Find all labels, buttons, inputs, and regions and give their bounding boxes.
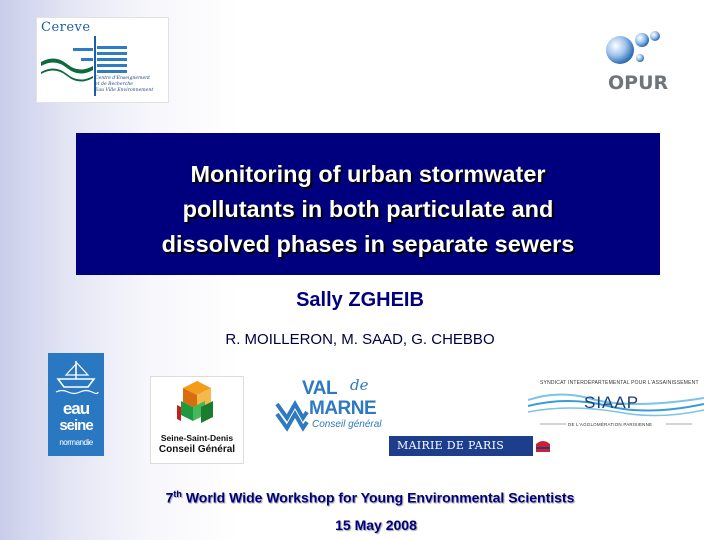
val-de-marne-logo <box>275 378 409 436</box>
cereve-subtitle-line: Centre d'Enseignement <box>95 76 150 81</box>
opur-logo <box>598 22 674 98</box>
siaap-name: SIAAP <box>584 393 640 412</box>
boat-icon <box>48 353 104 399</box>
siaap-logo <box>528 380 704 430</box>
cereve-subtitle-line: et de Recherche <box>95 82 134 87</box>
ssd-name: Seine-Saint-Denis <box>160 433 234 443</box>
normandie-text: normandie <box>59 438 93 447</box>
eau-seine-normandie-logo <box>48 353 104 456</box>
opur-bubbles-icon <box>598 22 674 72</box>
marne-text: MARNE <box>309 398 377 419</box>
de-text: de <box>350 376 369 394</box>
cubes-icon <box>151 377 243 433</box>
cereve-subtitle <box>95 76 153 94</box>
cereve-subtitle-line: Eau Ville Environnement <box>95 88 154 93</box>
author-name: Sally ZGHEIB <box>296 289 424 311</box>
ssd-council: Conseil Général <box>158 444 236 455</box>
eau-text: eau <box>62 399 90 418</box>
val-text: VAL <box>302 378 338 399</box>
mairie-de-paris-text: MAIRIE DE PARIS <box>397 439 505 452</box>
seine-text: seine <box>59 417 93 434</box>
siaap-bottom-text: DE L'AGGLOMÉRATION PARISIENNE <box>568 422 653 427</box>
cereve-logo <box>36 17 169 103</box>
workshop-name: World Wide Workshop for Young Environmental Scientists <box>185 489 575 506</box>
val-de-marne-council: Conseil général <box>312 419 382 430</box>
workshop-line <box>0 489 720 506</box>
coauthors: R. MOILLERON, M. SAAD, G. CHEBBO <box>225 331 495 348</box>
mairie-de-paris-logo <box>389 436 553 456</box>
workshop-ordinal: 7 <box>165 489 174 506</box>
paris-emblem-icon <box>533 436 553 456</box>
slide-title <box>76 157 660 262</box>
workshop-ordinal-suffix: th <box>173 489 182 499</box>
slide-title-line: pollutants in both particulate and <box>182 196 554 222</box>
siaap-top-text: SYNDICAT INTERDÉPARTEMENTAL POUR L'ASSAINISSEMENT <box>540 380 699 386</box>
workshop-date: 15 May 2008 <box>335 517 417 533</box>
opur-name: OPUR <box>608 72 669 94</box>
slide-title-line: dissolved phases in separate sewers <box>161 231 575 257</box>
slide-title-line: Monitoring of urban stormwater <box>190 161 546 187</box>
title-box <box>76 133 660 275</box>
seine-saint-denis-logo <box>150 376 244 464</box>
cereve-name: Cereve <box>41 20 91 35</box>
